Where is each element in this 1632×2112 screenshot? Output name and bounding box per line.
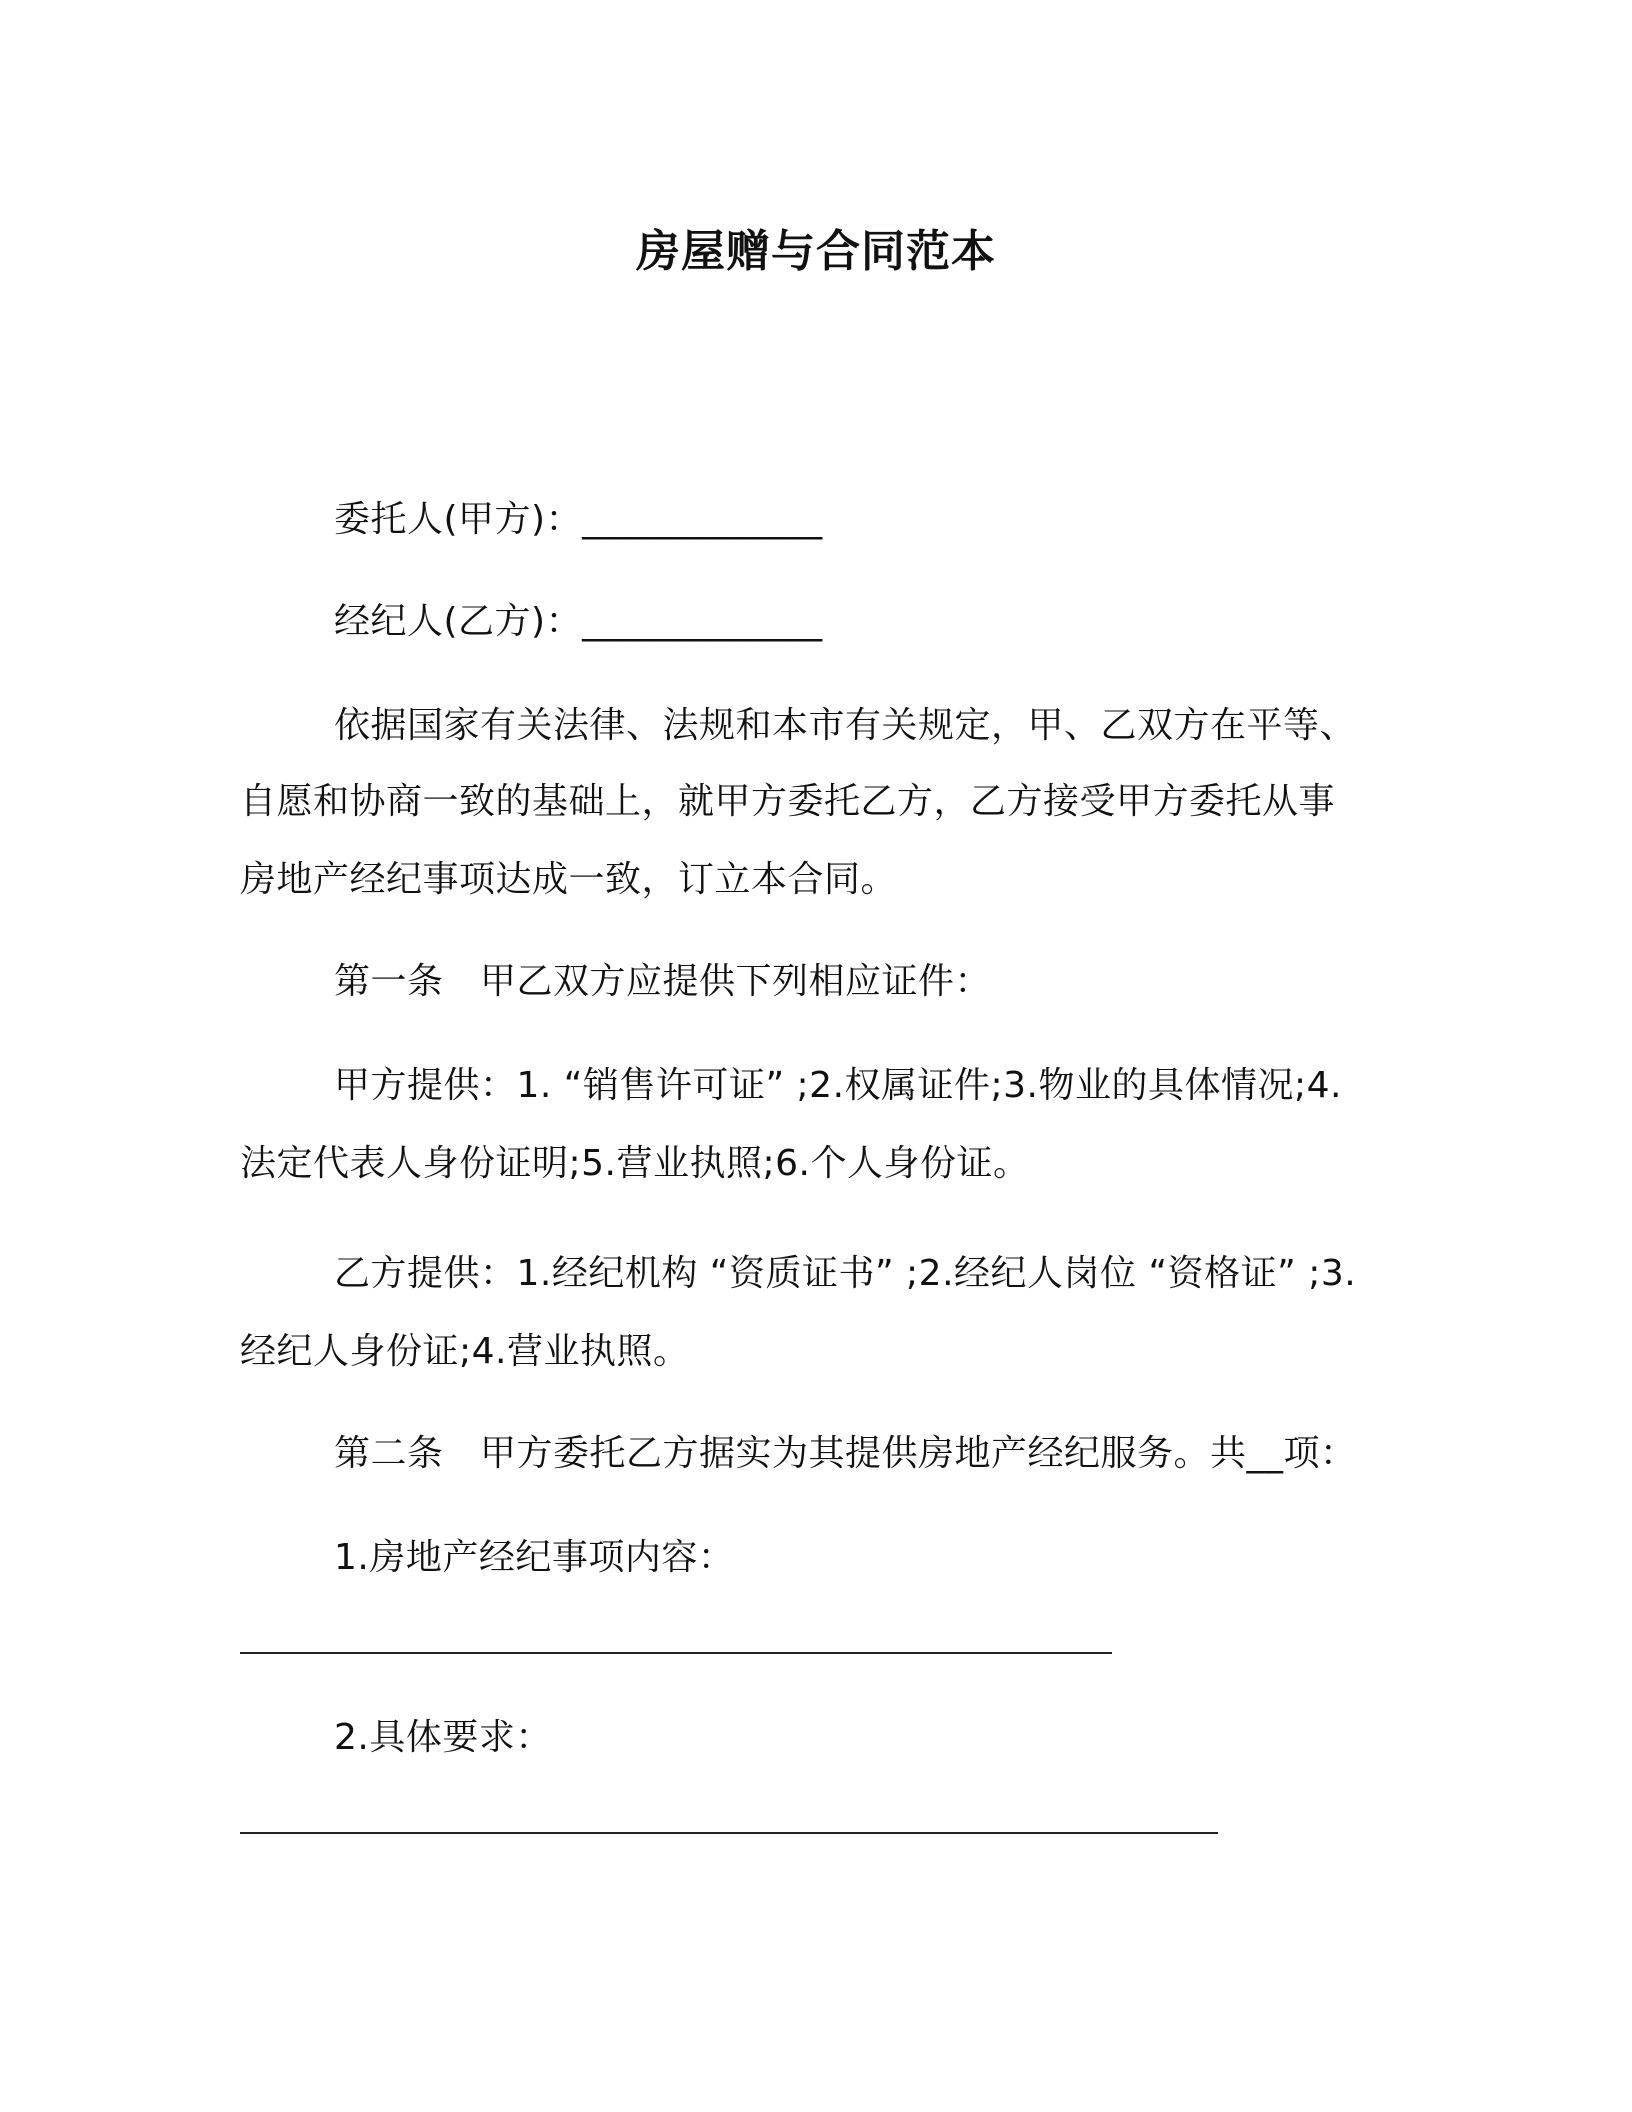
- party-a-line: 委托人(甲方)：_____________: [334, 499, 823, 540]
- party-a-provides-line-1: 甲方提供：1. “销售许可证” ;2.权属证件;3.物业的具体情况;4.: [334, 1065, 1342, 1106]
- item-1-label: 1.房地产经纪事项内容：: [334, 1537, 735, 1578]
- item-2-label: 2.具体要求：: [334, 1717, 552, 1758]
- party-b-provides-line-1: 乙方提供：1.经纪机构 “资质证书” ;2.经纪人岗位 “资格证” ;3.: [334, 1253, 1357, 1294]
- party-b-line: 经纪人(乙方)：_____________: [334, 601, 823, 642]
- article-2-heading: 第二条 甲方委托乙方据实为其提供房地产经纪服务。共__项：: [334, 1433, 1357, 1474]
- article-1-heading: 第一条 甲乙双方应提供下列相应证件：: [334, 961, 992, 1002]
- intro-paragraph-line-3: 房地产经纪事项达成一致，订立本合同。: [240, 859, 898, 900]
- party-a-provides-line-2: 法定代表人身份证明;5.营业执照;6.个人身份证。: [240, 1143, 1030, 1184]
- intro-paragraph-line-1: 依据国家有关法律、法规和本市有关规定，甲、乙双方在平等、: [334, 705, 1357, 746]
- item-2-blank-line: [240, 1832, 1218, 1834]
- intro-paragraph-line-2: 自愿和协商一致的基础上，就甲方委托乙方，乙方接受甲方委托从事: [240, 781, 1336, 822]
- item-1-blank-line: [240, 1652, 1112, 1654]
- party-b-provides-line-2: 经纪人身份证;4.营业执照。: [240, 1331, 690, 1372]
- document-title: 房屋赠与合同范本: [636, 226, 996, 277]
